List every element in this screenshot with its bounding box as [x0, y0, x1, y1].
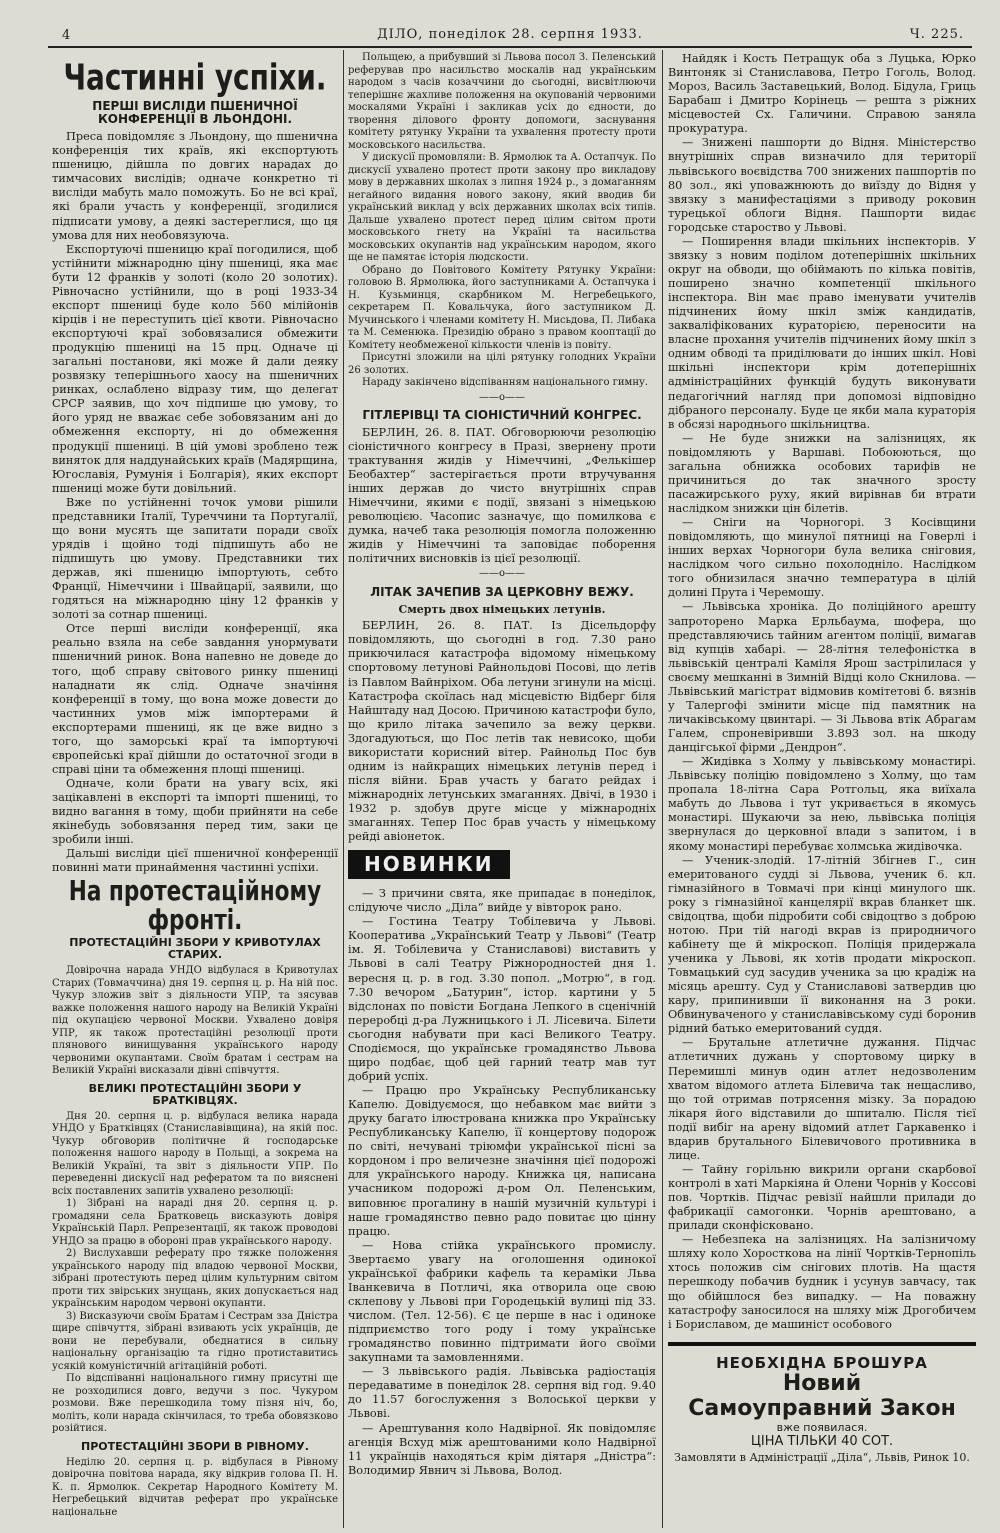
paragraph: По відспіванні національного гимну присутні ще не розходилися довго, ведучи з пос. Чукуром розмови. Вже перешкодила тому пізня ніч, бо, моліть, коли нарада скінчилася, то треба обовязково розійтися. — [52, 1373, 338, 1435]
column-left — [52, 52, 338, 1522]
article-title: Частинні успіхи. — [63, 57, 327, 99]
article-heading: ПРОТЕСТАЦІЙНІ ЗБОРИ У КРИВОТУЛАХ СТАРИХ. — [69, 935, 321, 962]
news-item: — Не буде знижки на залізницях, як повідомляють у Варшаві. Побоюються, що загальна обнижка особових тарифів не причиниться до так значного зросту пасажирського руху, який вирівнав би втрати наслідком знижки цін білетів. — [668, 431, 976, 515]
paragraph: Польщею, а прибувший зі Львова посол З. Пеленський реферував про насильство москалів над українським народом з часів козаччини до сьогодні, висвітлюючи теперішнє жахливе положення на окупованій червоними москалями Україні і закликав усіх до єдности, до творення ділового фронту допомоги, заснування комітету рятунку України та ухвалення протесту проти московського насильства. — [348, 52, 656, 151]
ad-title: Самоуправний Закон — [688, 1395, 956, 1421]
column-rule — [662, 50, 663, 1528]
article-heading: ЛІТАК ЗАЧЕПИВ ЗА ЦЕРКОВНУ ВЕЖУ. — [370, 584, 634, 599]
news-item: — Жидівка з Холму у львівському монастирі. Львівську поліцію повідомлено з Холму, що там пропала 18-літна Сара Ротгольц, яка виїхала мабуть до Львова і тут укривається в якомусь монастирі. Шукаючи за нею, львівська поліція звернулася до церковної влади з запитом, і в якому монастирі перебуває холмська жидівочка. — [668, 755, 976, 853]
column-middle — [348, 52, 656, 1522]
ornament-divider: ——o—— — [478, 391, 526, 403]
paragraph: Експортуючі пшеницю краї погодилися, щоб устійнити міжнародню ціну пшениці, яка має бути 12 франків у золоті (коло 20 золотих). Рівночасно устійнили, що в році 1933-34 експорт пшениці буде коло 560 мілійонів кірців і не переступить цієї квоти. Рівночасно експортуючі краї зобовязалися обмежити продукцію пшениці на 15 прц. Одначе ці загальні постанови, які може й дали деяку розвязку теперішнього хаосу на пшеничних ринках, ослаблено відразу тим, що делегат СРСР заявив, що хоч підпише цю умову, то його уряд не вважає себе зобовязаним ані до обмеження експорту, ні до обмеження продукції пшениці. В цій умові зроблено теж виняток для наддунайських країв (Мадярщина, Югославія, Румунія і Болгарія), яких експорт пшениці може бути довільний. — [52, 242, 338, 495]
news-item: — Поширення влади шкільних інспекторів. У звязку з новим поділом дотеперішніх шкільних округ на обводи, що обіймають по кілька повітів, поширено значно компетенції шкільного інспектора. Він має право іменувати учителів підчинених йому шкіл зміж кандидатів, закваліфікованих кураторією, переносити на власне прохання учителів підчинених йому шкіл з одним обводі та приділювати до інших шкіл. Нові шкільні інспектори крім дотеперішніх адміністраційних функцій будуть виконувати педагогічний нагляд при допомозі відповідно дібраного персоналу. Буде це якби мала кураторія в обсязі народнього шкільництва. — [668, 234, 976, 431]
news-item: — Арештування коло Надвірної. Як повідомляє агенція Всхуд між арештованими коло Надвірної 11 українців находяться крім діятаря „Дністра“: Володимир Явнич зі Львова, Волод. — [348, 1421, 656, 1477]
article-heading: ГІТЛЕРІВЦІ ТА СІОНІСТИЧНИЙ КОНГРЕС. — [362, 407, 642, 422]
news-item: — Тайну горільню викрили органи скарбової контролі в хаті Маркіяна й Олени Чорнів у Коссові пов. Чортків. Підчас ревізії найшли прилади до фабрикації самогонки. Чорнів арештовано, а прилади сконфісковано. — [668, 1162, 976, 1233]
paragraph: Неділю 20. серпня ц. р. відбулася в Рівному довірочна повітова нарада, яку відкрив голова П. Н. К. п. Ярмолюк. Секретар Народного Комітету М. Негребецький відчитав реферат про українське національне — [52, 1456, 338, 1518]
news-item: — Брутальне атлетичне дужання. Підчас атлетичних дужань у спортовому цирку в Перемишлі минув один атлет недозволеним хватом відомого атлета Білевича так нещасливо, що той отримав потрясення мізку. За порадою лікаря його відставили до шпиталю. Після тієї події вибіг на арену відомий атлет Гаркавенко і вдарив брутального Білевичового противника в лице. — [668, 1036, 976, 1162]
paragraph: Присутні зложили на цілі рятунку голодних України 26 золотих. — [348, 352, 656, 376]
article-heading: ПЕРШІ ВИСЛІДИ ПШЕНИЧНОЇ КОНФЕРЕНЦІЇ В ЛЬОНДОНІ. — [92, 98, 298, 127]
news-item: — Львівська хроніка. До поліційного арешту запроторено Марка Ерльбаума, шофера, що представляючись тайним агентом поліції, вимагав від купців хабарі. — 28-літня телефоністка в львівській централі Каміля Ярош застрілилася у своєму мешканні в Зимній Відці коло Скнилова. — Львівський магістрат відмовив комітетові б. вязнів у Талергофі змінити місце під памятник на личаківському цвинтарі. — Зі Львова втік Абрагам Галем, спроневіривши 3.893 зол. на шкоду данцігської фірми „Дендрон“. — [668, 600, 976, 755]
paragraph: Одначе, коли брати на увагу всіх, які зацікавлені в експорті та імпорті пшениці, то видно вагання в тому, щоби прийняти на себе якінебудь зобовязання перед тим, заки це зробили інші. — [52, 777, 338, 847]
ad-line: вже появилася. — [776, 1420, 868, 1434]
paragraph: 3) Висказуючи своїм Братам і Сестрам зза Дністра щире співчуття, зібрані взивають усіх українців, де вони не перебували, обєднатися в сильну національну організацію та гідно протиставитись усякій комуністичній агітаційній роботі. — [52, 1310, 338, 1372]
paragraph: 2) Вислухавши реферату про тяжке положення українського народу під владою червоної Москви, зібрані протестують перед цілим культурним світом проти тих звірських знущань, яких допускається над українським народом червоні окупанти. — [52, 1248, 338, 1310]
issue-number: Ч. 225. — [909, 27, 964, 42]
ad-address: Замовляти в Адміністрації „Діла“, Львів, Ринок 10. — [674, 1450, 970, 1464]
news-item: — Гостина Театру Тобілевича у Львові. Кооператива „Український Театр у Львові“ (Театр ім. Я. Тобілевича у Станиславові) виставить у Львові в салі Театру Ріжнородностей дня 1. вересня ц. р. в год. 3.30 попол. „Мотрю“, в год. 7.30 вечором „Батурин“, істор. картини у 5 відслонах по повісти Богдана Лепкого в сценічній переробці д-ра Лужницького і Л. Лісевича. Білети сьогодня набувати при касі Великого Театру. Сподіємося, що українське громадянство Львова щиро подбає, щоб цей гарний театр мав тут добрий успіх. — [348, 915, 656, 1083]
paragraph: Довірочна нарада УНДО відбулася в Кривотулах Старих (Товмаччина) дня 19. серпня ц. р. На ній пос. Чукур зложив звіт з діяльности УПР, та зясував важке положення нашого народу на Великій Україні під окупацією червоної Москви. Ухвалено довіря УПР, як також протестаційні резолюції проти плянового винищування українського народу червоними окупантами. Своїм братам і сестрам на Великій Україні висказали дівні співчуття. — [52, 965, 338, 1077]
paragraph: Нараду закінчено відспіванням національного гимну. — [362, 377, 649, 388]
news-section-title: НОВИНКИ — [348, 850, 510, 879]
masthead-date: ДІЛО, понеділок 28. серпня 1933. — [377, 27, 643, 42]
article-heading: ПРОТЕСТАЦІЙНІ ЗБОРИ В РІВНОМУ. — [81, 1439, 309, 1453]
news-item: — Знижені пашпорти до Відня. Міністерство внутрішніх справ визначило для території львівського воєвідства 700 знижених пашпортів по 80 зол., які уповажнюють до виїзду до Відня у звязку з манифестаціями з приводу роковин турецької облоги Відня. Пашпорти видає городське староство у Львові. — [668, 136, 976, 234]
page-header — [48, 26, 972, 48]
news-item: — Сніги на Чорногорі. З Косівщини повідомляють, що минулої пятниці на Говерлі і інших верхах Чорногори була велика сніговия, наслідком чого сильно похолодніло. Наслідком того обнизилася значно температура в цілій долині Прута і Черемошу. — [668, 516, 976, 600]
ad-title: Новий — [782, 1371, 862, 1397]
ornament-divider: ——o—— — [478, 568, 526, 580]
column-rule — [343, 50, 344, 1528]
paragraph: Дальші висліди цієї пшеничної конференції повинні мати принаймення частинні успіхи. — [52, 847, 338, 875]
paragraph: 1) Зібрані на нараді дня 20. серпня ц. р. громадяни села Братковець висказують довіря Українській Парл. Репрезентації, як також проводові УНДО за працю в обороні прав українського народу. — [52, 1198, 338, 1247]
ad-price: ЦІНА ТІЛЬКИ 40 СОТ. — [750, 1434, 894, 1450]
paragraph: БЕРЛИН, 26. 8. ПАТ. Із Дісельдорфу повідомляють, що сьогодні в год. 7.30 рано прикючилася катастрофа відомому німецькому спортовому летунові Райнольдові Посові, що летів із Павлом Вайнріхом. Оба летуни згинули на місці. Катастрофа скоїлась над місцевістю Відберг біля Найштаду над Досою. Причиною катастрофи було, що крило літака зачепило за вежу церкви. Здогадуються, що Пос летів так невисоко, щоби використати корисний вітер. Райнольд Пос був одним із найкращих німецьких летунів перед і після війни. Брав участь у багато рейдах і міжнародніх летунських змаганнях. Двічі, в 1930 і 1932 р. здобув друге місце у міжнародніх змаганнях. Тепер Пос брав участь у німецькому рейді авіонеток. — [348, 619, 656, 844]
advertisement-brochure — [668, 1342, 976, 1465]
news-item: — З львівського радія. Львівська радіостація передаватиме в понеділок 28. серпня від год. 9.40 до 11.57 богослуження з Волоської церкви у Львові. — [348, 1365, 656, 1421]
paragraph: Обрано до Повітового Комітету Рятунку України: головою В. Ярмолюка, його заступниками А. Остапчука і Н. Кузьминця, скарбником М. Негребецького, секретарем П. Ковальчука, його заступником Д. Мучинського і членами комітету Н. Мисьдова, П. Либака та М. Семенюка. Президію обрано з правом кооптації до Комітету необмеженої кількости членів із повіту. — [348, 264, 656, 351]
paragraph: Отсе перші висліди конференції, яка реально взяла на себе завдання унормувати пшеничний ринок. Вона напевно не доведе до того, щоб справу світового ринку пшениці наладнати як слід. Одначе значіння конференції в тому, що вона може довести до частинних умов між імпортерами й експортерами пшениці, як це вже видно з того, що заморські краї та імпортуючі європейські краї дійшли до остаточної згоди в справі ціни та обмеження площі пшениці. — [52, 622, 338, 776]
news-item: — Працю про Українську Республиканську Капелю. Довідуємося, що небавком має вийти з друку багато ілюстрована книжка про Українську Республиканську Капелю, її концертову подорож по світі, нечувані тріюмфи української пісні за кордоном і про величезне значіння цієї подорожі для українського народу. Книжка ця, написана учасником подорожі д-ром Ол. Пеленським, виповнює прогалину в нашій музичній культурі і наше громадянство певно радо повитає цю цінну працю. — [348, 1084, 656, 1238]
ad-line: НЕОБХІДНА БРОШУРА — [716, 1353, 928, 1372]
news-item: — Небезпека на залізницях. На залізничому шляху коло Хоросткова на лінії Чортків-Тернопіль хтось положив сім снігових плотів. На щастя перешкоду побачив будник і усунув завчасу, так що обійшлося без випадку. — На поважну катастрофу заносилося на шляху між Дрогобичем і Бориславом, де машиніст особового — [668, 1233, 976, 1331]
article-subheading: Смерть двох німецьких летунів. — [398, 602, 606, 616]
paragraph: Дня 20. серпня ц. р. відбулася велика нарада УНДО у Братківцях (Станиславівщина), на якій пос. Чукур обговорив політичне й господарське положення нашого народу в Польщі, а зокрема на Великій Україні, та звіт з діяльности УПР. По переведенні дискусії над рефератом та по вияснені всіх поставлених запитів ухвалено резолюції: — [52, 1110, 338, 1197]
news-item: — Ученик-злодій. 17-літній Збігнев Г., син емеритованого судді зі Львова, ученик 6. кл. гімназійного в Товмачі при кінці минулого шк. року з гімназійної канцелярії вкрав бланкет шк. свідоцтва, щоби підробити собі свідоцтво з доброю нотою. При тій нагоді вкрав із природничого кабінету ще й мікроскоп. Поліція придержала ученика у Львові, як хотів продати мікроскоп. Товмацький суд засудив ученика за цю крадіж на місяць арешту. Суд у Станиславові затвердив цю кару, припинивши її виконання на 3 роки. Обвинуваченого у станиславівському суді боронив рідний батько емеритований суддя. — [668, 853, 976, 1036]
page-number: 4 — [62, 28, 72, 43]
paragraph: БЕРЛИН, 26. 8. ПАТ. Обговорюючи резолюцію сіоністичного конгресу в Празі, звернену проти трактування жидів у Німеччині, „Фелькішер Беобахтер“ застерігається проти втручування інших держав до чисто внутрішніх справ Німеччини, якими є події, звязані з німецькою революцією. Часопис зазначує, що помилкова є думка, начеб така резолюція помогла положенню жидів у Німеччині та заповідає поборення політичних висновків із цієї резолюції. — [348, 425, 656, 566]
news-item: Найдяк і Кость Петращук оба з Луцька, Юрко Винтоняк зі Станиславова, Петро Гоголь, Волод. Мороз, Василь Заставецький, Волод. Бідула, Гриць Барабаш і Дмитро Корінець — решта з ріжних місцевостей Сх. Галичини. Справою заняла прокуратура. — [668, 52, 976, 136]
column-right — [668, 52, 976, 1522]
section-title: На протестаційному фронті. — [68, 875, 322, 937]
paragraph: Вже по устійненні точок умови рішили представники Італії, Туреччини та Португалії, що вони мусять ще запитати поради своїх урядів і щойно тоді підпишуть або не підпишуть цю умову. Представники тих держав, які пшеницю імпортують, себто Франції, Німеччини і Швайцарії, заявили, що годяться на міжнародню ціну 12 франків у золоті за сотнар пшениці. — [52, 495, 338, 622]
paragraph: Преса повідомляє з Льондону, що пшенична конференція тих країв, які експортують пшеницю, дійшла по довгих нарадах до тимчасових вислідів; одначе конкретно ті висліди мабуть мало поможуть. Бо не всі краї, які брали участь у конференції, згодилися підписати умову, а деякі застереглися, що ця умова для них необовязуюча. — [52, 130, 338, 242]
article-heading: ВЕЛИКІ ПРОТЕСТАЦІЙНІ ЗБОРИ У БРАТКІВЦЯХ. — [88, 1081, 302, 1108]
paragraph: У дискусії промовляли: В. Ярмолюк та А. Остапчук. По дискусії ухвалено протест проти закону про викладову мову в державних школах з липня 1924 р., з домаганням негайного видання нового закону, який вводив би український виклад у всіх державних школах всіх типів. Дальше ухвалено протест перед цілим світом проти московського гнету на Україні та насильства московських окупантів над українським народом, якого ще не памятає історія людскости. — [348, 152, 656, 263]
news-item: — Нова стійка українського промислу. Звертаємо увагу на оголошення одинокої української фабрики кафель та кераміки Льва Іванкевича в Потличі, яка отворила оце свою склепову у Львові при Городецькій вулиці під 33. числом. (Тел. 12-56). Є це перше в нас і одиноке підприємство того роду і тому українське громадянство повинно підтримати його своїми закупнами та замовленнями. — [348, 1238, 656, 1365]
news-item: — З причини свята, яке припадає в понеділок, слідуюче число „Діла“ вийде у вівторок рано. — [348, 887, 656, 915]
